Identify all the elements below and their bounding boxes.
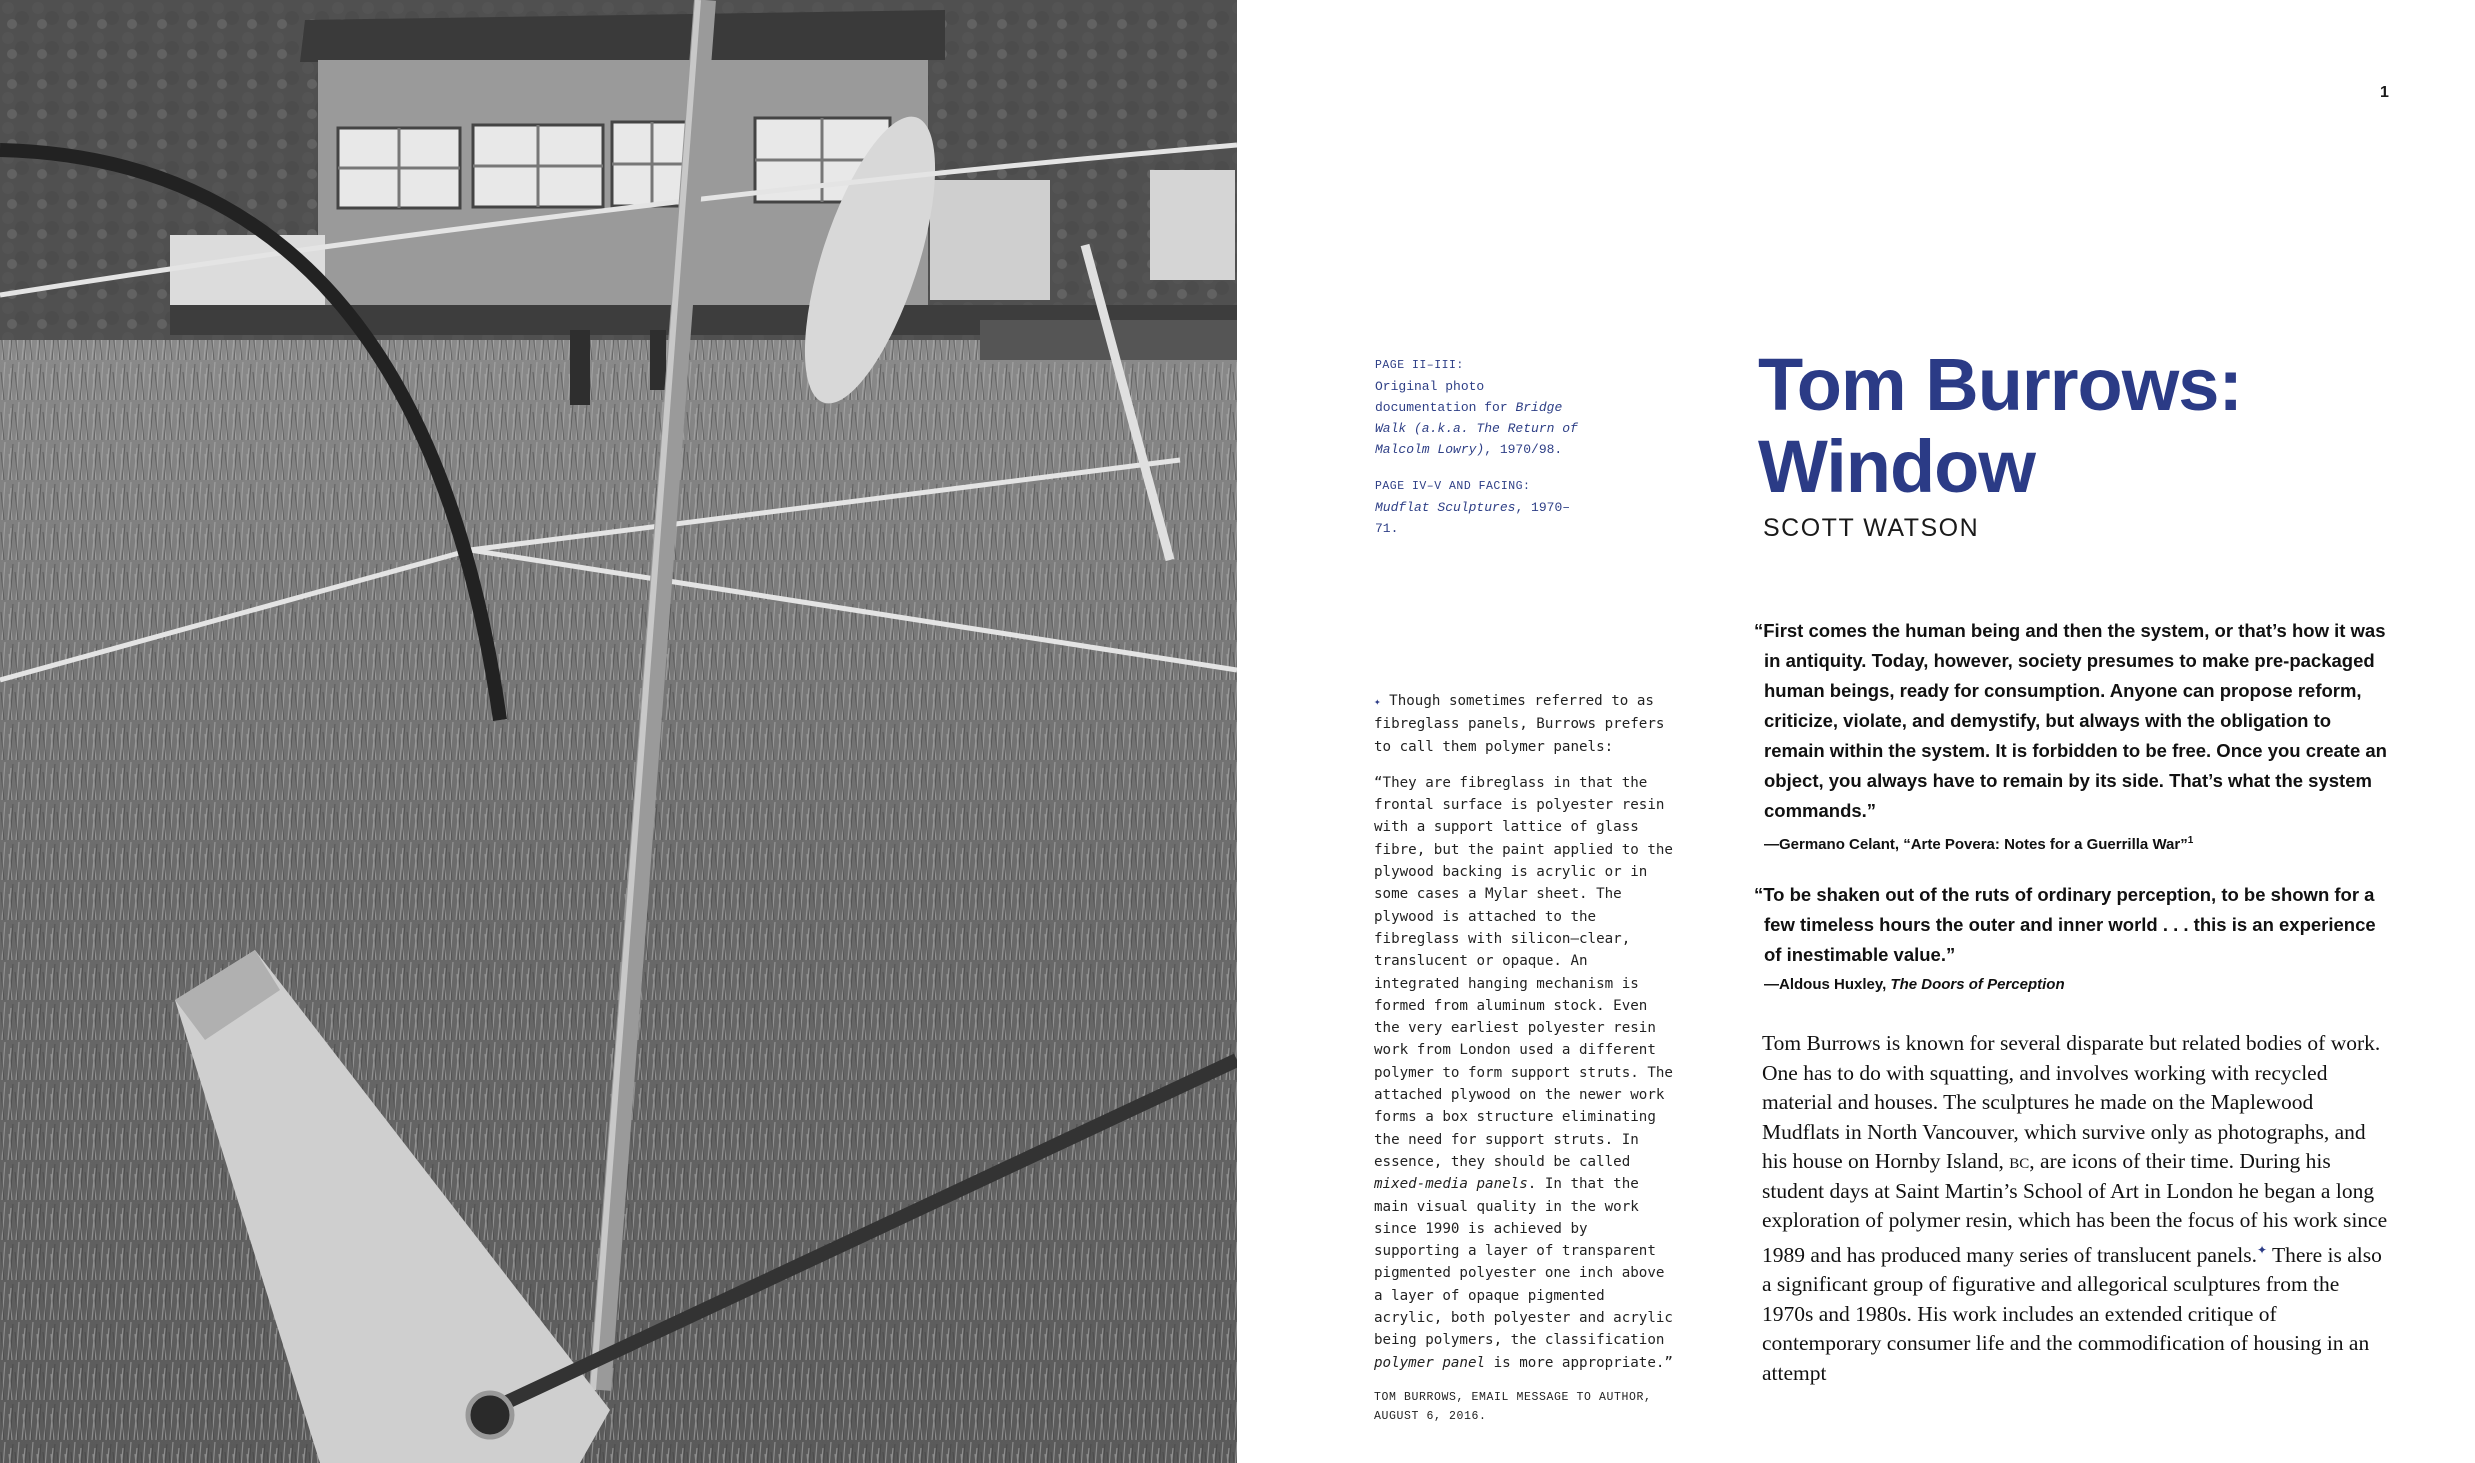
epigraph-quote: “To be shaken out of the ruts of ordinary perception, to be shown for a few timeless hours the outer and inner world . . . this is an experience of inestimable value.” <box>1754 884 2376 965</box>
essay-body <box>1762 1029 2392 1388</box>
caption-text-2: Mudflat Sculptures, 1970–71. <box>1375 500 1571 536</box>
sidenote <box>1374 690 1674 1426</box>
sidenote-marker: ✦ <box>2256 1242 2268 1257</box>
caption-text-1: Original photo documentation for Bridge Walk (a.k.a. The Return of Malcolm Lowry), 1970/98. <box>1375 379 1578 457</box>
title-line-1: Tom Burrows: <box>1758 343 2243 426</box>
paragraph: Tom Burrows is known for several disparate but related bodies of work. One has to do with squatting, and involves working with recycled material and houses. The sculptures he made on the Maplewood Mudflats in North Vancouver, which survive only as photographs, and his house on Hornby Island, bc, are icons of their time. During his student days at Saint Martin’s School of Art in London he began a long exploration of polymer resin, which has been the focus of his work since 1989 and has produced many series of translucent panels.✦ There is also a significant group of figurative and allegorical sculptures from the 1970s and 1980s. His work includes an extended critique of contemporary consumer life and the commodification of housing in an attempt <box>1762 1031 2388 1385</box>
caption-label-1: PAGE II–III: <box>1375 359 1464 372</box>
sidenote-quote: “They are fibreglass in that the frontal surface is polyester resin with a support lattice of glass fibre, but the paint applied to the plywood backing is acrylic or in some cases a Mylar sheet. The plywood is attached to the fibreglass with silicon–clear, translucent or opaque. An integrated hanging mechanism is formed from aluminum stock. Even the very earliest polyester resin work from London used a different polymer to form support struts. The attached plywood on the newer work forms a box structure eliminating the need for support struts. In essence, they should be called mixed-media panels. In that the main visual quality in the work since 1990 is achieved by supporting a layer of transparent pigmented polyester one inch above a layer of opaque pigmented acrylic, both polyester and acrylic being polymers, the classification polymer panel is more appropriate.” <box>1374 774 1673 1371</box>
author-name: SCOTT WATSON <box>1763 514 1980 542</box>
epigraph-quote: “First comes the human being and then the system, or that’s how it was in antiquity. Today, however, society presumes to make pre-packaged human beings, ready for consumption. Anyone can propose reform, criticize, violate, and demystify, but always with the obligation to remain within the system. It is forbidden to be free. Once you create an object, you always have to remain by its side. That’s what the system commands.” <box>1754 620 2387 821</box>
page-title <box>1758 344 2378 508</box>
caption-label-2: PAGE IV–V AND FACING: <box>1375 480 1531 493</box>
page-number: 1 <box>2380 84 2389 101</box>
epigraph-huxley <box>1754 880 2394 998</box>
epigraph-attribution: —Germano Celant, “Arte Povera: Notes for a Guerrilla War”$^1$ <box>1764 835 2194 853</box>
sidenote-star-icon: ✦ <box>1374 695 1381 708</box>
epigraph-celant <box>1754 616 2394 858</box>
sidenote-intro: ✦ Though sometimes referred to as fibreglass panels, Burrows prefers to call them polymer panels: <box>1374 693 1665 755</box>
sidenote-source: TOM BURROWS, EMAIL MESSAGE TO AUTHOR, AUGUST 6, 2016. <box>1374 1390 1652 1423</box>
epigraph-attribution: —Aldous Huxley, The Doors of Perception <box>1764 976 2065 993</box>
photo-illustration <box>0 0 1237 1463</box>
title-line-2: Window <box>1758 425 2035 508</box>
footnote-marker: 1 <box>2187 835 2194 846</box>
mudflat-sculpture-photo <box>0 0 1237 1463</box>
photo-caption <box>1375 355 1585 539</box>
